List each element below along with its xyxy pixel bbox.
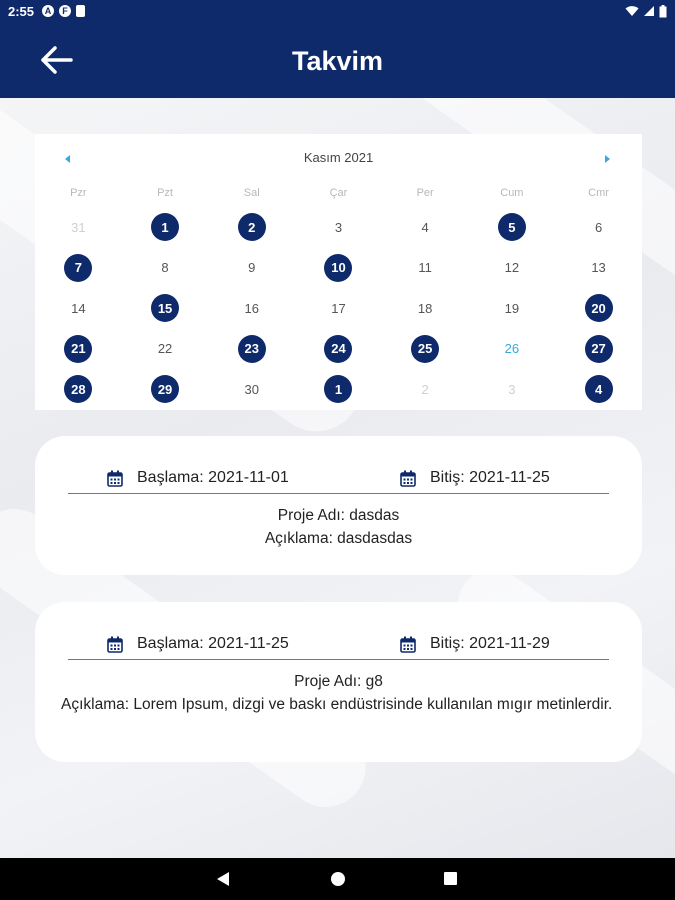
calendar-day[interactable] xyxy=(382,293,469,323)
wifi-icon xyxy=(625,5,639,17)
calendar-day-marked[interactable] xyxy=(208,334,295,364)
day-number: 4 xyxy=(585,375,613,403)
divider xyxy=(68,659,609,660)
calendar-week xyxy=(35,212,642,242)
f-circle-icon: F xyxy=(59,5,71,17)
project-description: Açıklama: dasdasdas xyxy=(264,530,413,547)
day-number: 10 xyxy=(324,254,352,282)
day-number: 24 xyxy=(324,335,352,363)
day-number: 18 xyxy=(417,300,433,316)
calendar-day-marked[interactable] xyxy=(122,212,209,242)
calendar-day[interactable] xyxy=(208,293,295,323)
day-number: 27 xyxy=(585,335,613,363)
calendar-week xyxy=(35,374,642,404)
day-number: 19 xyxy=(504,300,520,316)
day-number: 14 xyxy=(71,300,86,316)
project-description: Açıklama: Lorem Ipsum, dizgi ve baskı endüstrisinde kullanılan mıgır metinlerdir. xyxy=(61,696,613,713)
calendar-day xyxy=(382,374,469,404)
calendar-day-marked[interactable] xyxy=(382,334,469,364)
day-number: 5 xyxy=(498,213,526,241)
day-number: 2 xyxy=(421,381,429,397)
calendar-day-marked[interactable] xyxy=(295,374,382,404)
day-number: 23 xyxy=(238,335,266,363)
system-nav-bar xyxy=(0,858,675,900)
weekday-label: Cmr xyxy=(588,187,609,199)
day-number: 7 xyxy=(64,254,92,282)
home-circle-icon xyxy=(330,871,346,887)
calendar-day[interactable] xyxy=(469,293,556,323)
end-date xyxy=(400,635,550,653)
day-number: 3 xyxy=(508,381,516,397)
calendar-day[interactable] xyxy=(35,293,122,323)
start-date-text: Başlama: 2021-11-25 xyxy=(137,635,289,652)
calendar-week xyxy=(35,253,642,283)
end-date xyxy=(400,469,550,487)
calendar-day-marked[interactable] xyxy=(122,374,209,404)
month-label: Kasım 2021 xyxy=(303,150,374,165)
day-number: 1 xyxy=(151,213,179,241)
next-month-button[interactable] xyxy=(600,152,614,166)
recents-square-icon xyxy=(443,871,458,886)
calendar-day-marked[interactable] xyxy=(469,212,556,242)
back-triangle-icon xyxy=(216,871,230,887)
nav-home-button[interactable] xyxy=(330,871,346,892)
calendar-day-marked[interactable] xyxy=(295,334,382,364)
day-number: 4 xyxy=(421,219,429,235)
calendar-day-marked[interactable] xyxy=(35,253,122,283)
day-number: 2 xyxy=(238,213,266,241)
calendar-day-marked[interactable] xyxy=(35,374,122,404)
calendar-day[interactable] xyxy=(295,212,382,242)
calendar-day xyxy=(35,212,122,242)
start-date xyxy=(107,469,289,487)
day-number: 8 xyxy=(161,260,169,275)
day-number: 22 xyxy=(157,341,173,356)
day-number: 3 xyxy=(334,219,343,235)
weekday-label: Sal xyxy=(243,187,260,199)
weekday-label: Çar xyxy=(329,187,348,199)
calendar-day[interactable] xyxy=(122,253,209,283)
status-time: 2:55 xyxy=(8,3,35,19)
end-date-text: Bitiş: 2021-11-29 xyxy=(430,635,550,652)
day-number: 29 xyxy=(151,375,179,403)
a-circle-icon: A xyxy=(42,5,54,17)
chevron-right-icon xyxy=(600,152,614,166)
project-card[interactable] xyxy=(35,602,642,762)
calendar-day-marked[interactable] xyxy=(35,334,122,364)
calendar-icon xyxy=(107,470,123,487)
calendar-day-marked[interactable] xyxy=(555,334,642,364)
weekday-label: Cum xyxy=(500,187,524,199)
start-date-text: Başlama: 2021-11-01 xyxy=(137,469,289,486)
project-card[interactable] xyxy=(35,436,642,575)
nav-back-button[interactable] xyxy=(216,871,230,892)
day-number: 21 xyxy=(64,335,92,363)
day-number: 16 xyxy=(244,300,259,316)
divider xyxy=(68,493,609,494)
sd-card-icon xyxy=(76,5,85,17)
calendar-day[interactable] xyxy=(382,253,469,283)
day-number: 6 xyxy=(594,219,603,235)
day-number: 17 xyxy=(331,300,346,316)
battery-icon xyxy=(659,5,667,18)
calendar-day-marked[interactable] xyxy=(555,374,642,404)
project-name: Proje Adı: dasdas xyxy=(277,507,400,524)
day-number: 20 xyxy=(585,294,613,322)
calendar-day-marked[interactable] xyxy=(208,212,295,242)
day-number: 9 xyxy=(248,260,256,275)
calendar-day-marked[interactable] xyxy=(555,293,642,323)
weekday-label: Per xyxy=(416,187,434,199)
project-name: Proje Adı: g8 xyxy=(294,673,383,690)
status-bar xyxy=(0,0,675,22)
day-number: 15 xyxy=(151,294,179,322)
calendar-day[interactable] xyxy=(208,374,295,404)
day-number: 13 xyxy=(591,260,606,275)
day-number: 31 xyxy=(71,219,86,235)
calendar-icon xyxy=(400,470,416,487)
calendar-day[interactable] xyxy=(555,253,642,283)
weekday-label: Pzt xyxy=(157,187,173,199)
app-bar xyxy=(0,22,675,98)
calendar-week xyxy=(35,293,642,323)
calendar-day[interactable] xyxy=(122,334,209,364)
calendar-day[interactable] xyxy=(555,212,642,242)
nav-recents-button[interactable] xyxy=(443,871,458,891)
day-number: 28 xyxy=(64,375,92,403)
calendar-day-marked[interactable] xyxy=(295,253,382,283)
weekday-label: Pzr xyxy=(70,187,87,199)
calendar-day xyxy=(469,374,556,404)
calendar-icon xyxy=(400,636,416,653)
day-number: 11 xyxy=(418,260,432,275)
calendar xyxy=(35,134,642,410)
day-number: 1 xyxy=(324,375,352,403)
start-date xyxy=(107,635,289,653)
calendar-week xyxy=(35,334,642,364)
day-number: 30 xyxy=(244,381,259,397)
page-title: Takvim xyxy=(291,46,384,76)
end-date-text: Bitiş: 2021-11-25 xyxy=(430,469,550,486)
calendar-day[interactable] xyxy=(208,253,295,283)
calendar-icon xyxy=(107,636,123,653)
calendar-day-marked[interactable] xyxy=(122,293,209,323)
calendar-day[interactable] xyxy=(469,253,556,283)
day-number: 26 xyxy=(504,341,520,356)
signal-icon xyxy=(643,5,655,17)
calendar-day-today[interactable] xyxy=(469,334,556,364)
day-number: 25 xyxy=(411,335,439,363)
weekday-header xyxy=(35,187,642,199)
calendar-day[interactable] xyxy=(295,293,382,323)
calendar-day[interactable] xyxy=(382,212,469,242)
day-number: 12 xyxy=(504,260,520,275)
